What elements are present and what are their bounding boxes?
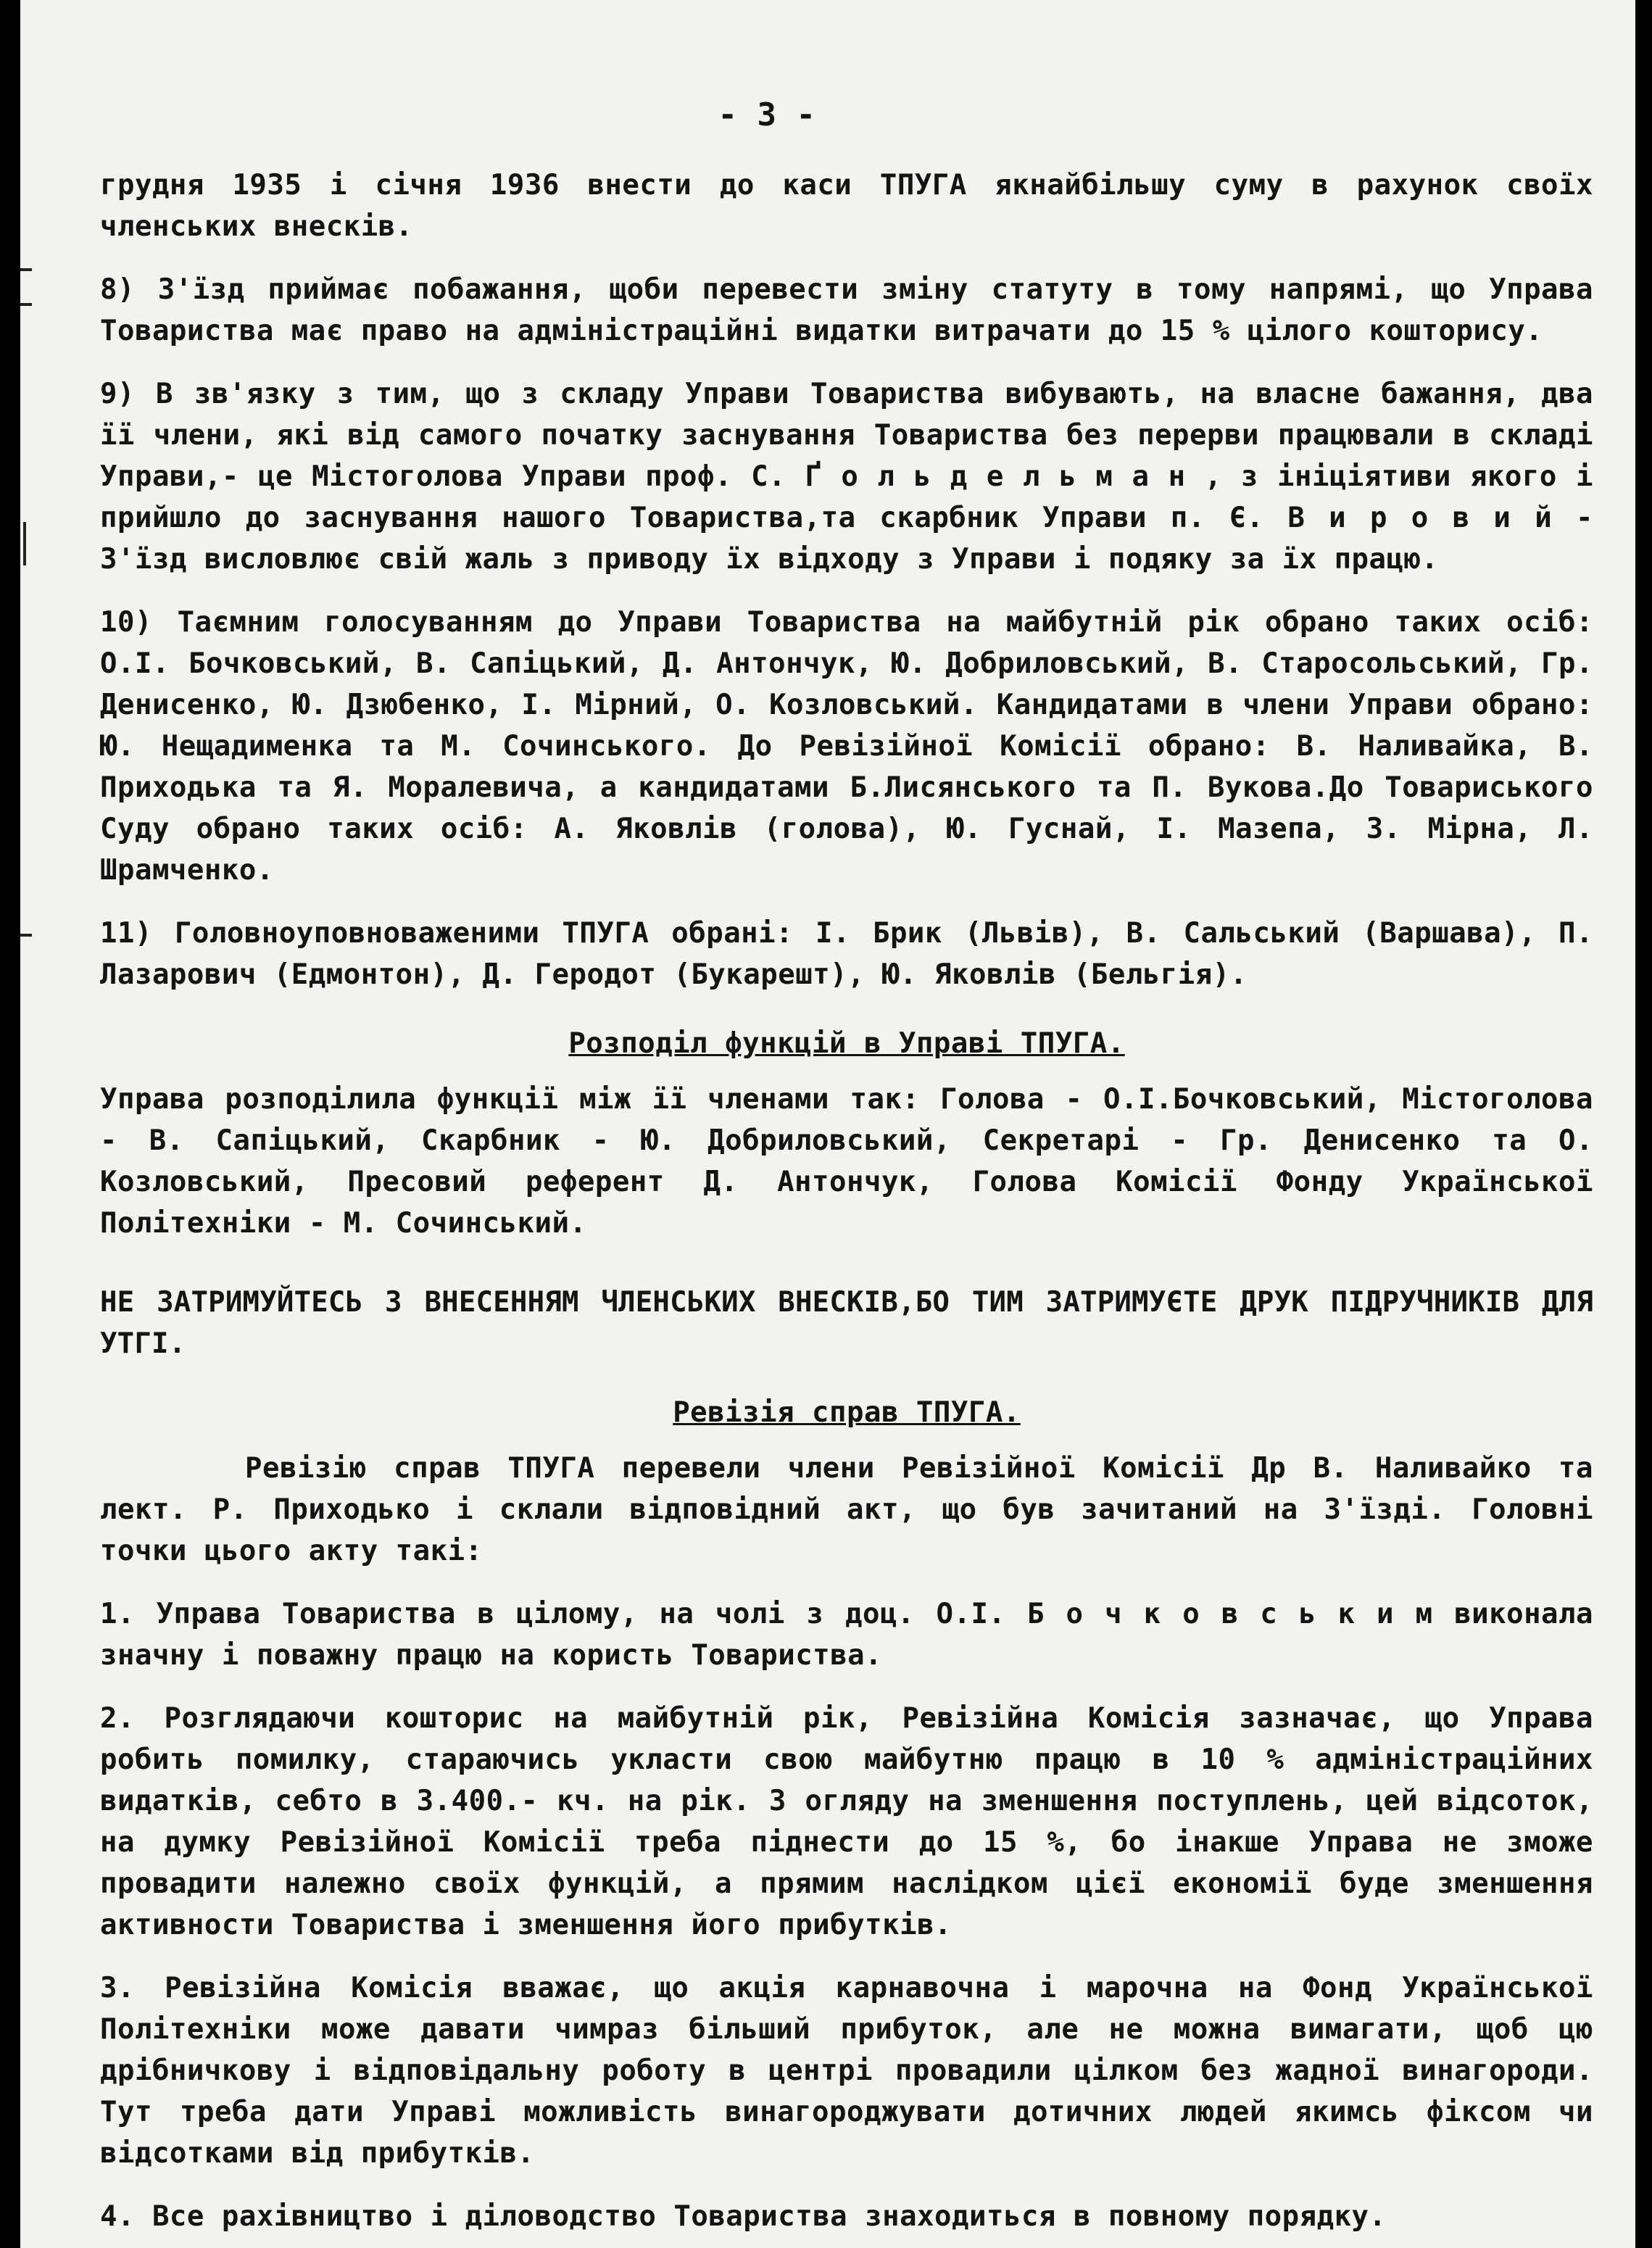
paragraph-continuation: грудня 1935 і січня 1936 внести до каси ТПУГА якнайбільшу суму в рахунок своїх членських внесків. [100,169,1593,243]
functions-paragraph: Управа розподілила функції між її членами так: Голова - О.І.Бочковський, Містоголова - В. Сапіцький, Скарбник - Ю. Добриловський, Секретарі - Гр. Денисенко та О. Козловський, Пресовий референт Д. Антончук, Голова Комісії Фонду Української Політехніки - М. Сочинський. [100,1083,1593,1240]
paragraph-item-11: 11) Головноуповноваженими ТПУГА обрані: І. Брик (Львів), В. Сальський (Варшава), П. Лазарович (Едмонтон), Д. Геродот (Букарешт), Ю. Яковлів (Бельгія). [100,917,1593,991]
audit-point-3: 3. Ревізійна Комісія вважає, що акція карнавочна і марочна на Фонд Української Політехніки може давати чимраз більший прибуток, але не можна вимагати, щоб цю дрібничкову і відповідальну роботу в центрі провадили цілком без жадної винагороди. Тут треба дати Управі можливість винагороджувати дотичних людей якимсь фіксом чи відсотками від прибутків. [100,1972,1593,2170]
margin-mark [23,522,26,565]
paragraph-item-9: 9) В зв'язку з тим, що з складу Управи Товариства вибувають, на власне бажання, два її члени, які від самого початку заснування Товариства без перерви працювали в складі Управи,- це Містоголова Управи проф. С. Ґ о л ь д е л ь м а н , з ініціятиви якого і прийшло до заснування нашого Товариства,та скарбник Управи п. Є. В и р о в и й - З'їзд висловлює свій жаль з приводу їх відходу з Управи і подяку за їх працю. [100,378,1593,576]
margin-mark [20,268,32,271]
document-page [20,0,1635,2248]
audit-point-2: 2. Розглядаючи кошторис на майбутній рік, Ревізійна Комісія зазначає, що Управа робить помилку, стараючись укласти свою майбутню працю в 10 % адміністраційних видатків, себто в 3.400.- кч. на рік. З огляду на зменшення поступлень, цей відсоток, на думку Ревізійної Комісії треба піднести до 15 %, бо інакше Управа не зможе провадити належно своїх функцій, а прямим наслідком цієї економії буде зменшення активности Товариства і зменшення його прибутків. [100,1702,1593,1941]
section-heading-functions: Розподіл функцій в Управі ТПУГА. [568,1027,1125,1060]
audit-intro: Ревізію справ ТПУГА перевели члени Ревізійної Комісії Др В. Наливайко та лект. Р. Приходько і склали відповідний акт, що був зачитаний на З'їзді. Головні точки цього акту такі: [100,1452,1593,1567]
document-body [100,94,1593,2248]
audit-point-4: 4. Все рахівництво і діловодство Товариства знаходиться в повному порядку. [100,2200,1387,2233]
section-heading-audit: Ревізія справ ТПУГА. [673,1396,1021,1429]
paragraph-item-8: 8) З'їзд приймає побажання, щоби перевести зміну статуту в тому напрямі, що Управа Товариства має право на адміністраційні видатки витрачати до 15 % цілого кошторису. [100,273,1593,347]
margin-mark [20,934,32,937]
paragraph-item-10: 10) Таємним голосуванням до Управи Товариства на майбутній рік обрано таких осіб: О.І. Бочковський, В. Сапіцький, Д. Антончук, Ю. Добриловський, В. Старосольський, Гр. Денисенко, Ю. Дзюбенко, І. Мірний, О. Козловський. Кандидатами в члени Управи обрано: Ю. Нещадименка та М. Сочинського. До Ревізійної Комісії обрано: В. Наливайка, В. Приходька та Я. Моралевича, а кандидатами Б.Лисянського та П. Вукова.До Товариського Суду обрано таких осіб: А. Яковлів (голова), Ю. Гуснай, І. Мазепа, З. Мірна, Л. Шрамченко. [100,606,1593,887]
page-number: - 3 - [718,96,816,133]
audit-point-1: 1. Управа Товариства в цілому, на чолі з доц. О.І. Б о ч к о в с ь к и м виконала значну і поважну працю на користь Товариства. [100,1598,1593,1672]
margin-mark [20,303,32,306]
membership-fees-notice: НЕ ЗАТРИМУЙТЕСЬ З ВНЕСЕННЯМ ЧЛЕНСЬКИХ ВНЕСКІВ,БО ТИМ ЗАТРИМУЄТЕ ДРУК ПІДРУЧНИКІВ ДЛЯ УТГІ. [100,1286,1593,1360]
